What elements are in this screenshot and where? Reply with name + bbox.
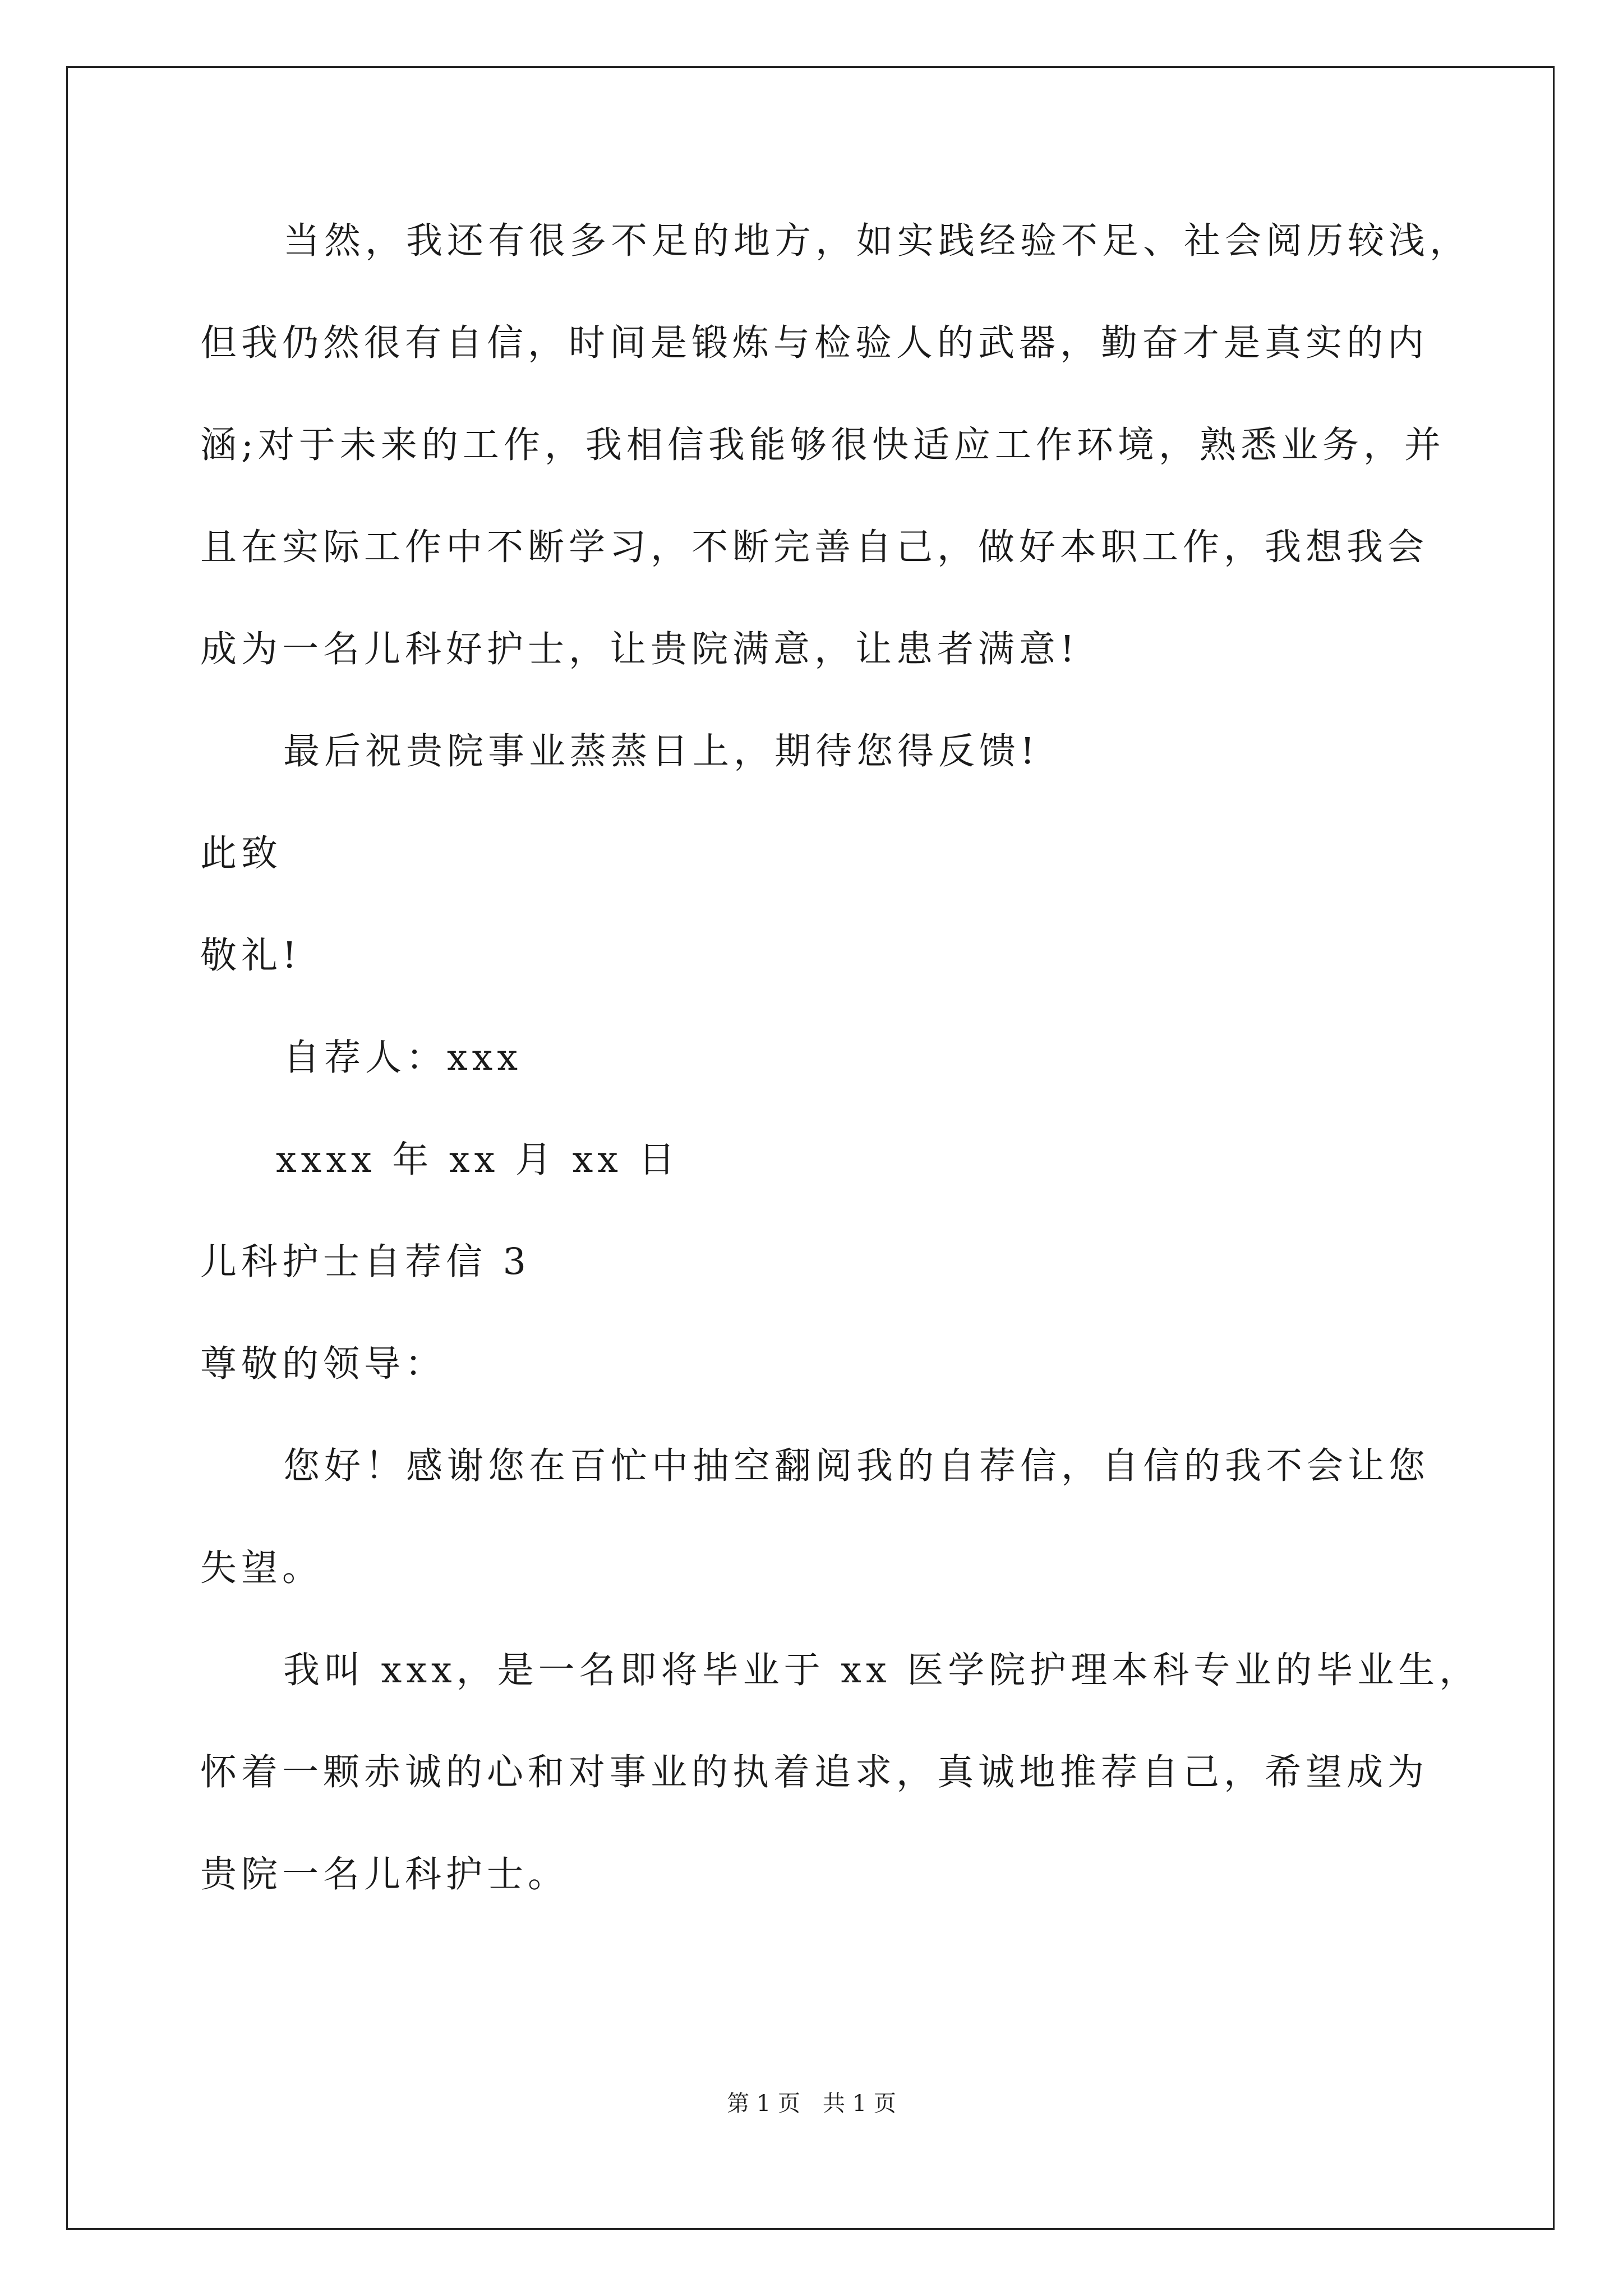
letter-3-line-1: 您好！感谢您在百忙中抽空翻阅我的自荐信，自信的我不会让您 (283, 1445, 1430, 1487)
signature-date: xxxx 年 xx 月 xx 日 (276, 1139, 680, 1181)
letter-3-title: 儿科护士自荐信 3 (200, 1241, 531, 1283)
closing-wish: 最后祝贵院事业蒸蒸日上，期待您得反馈! (283, 730, 1040, 772)
paragraph-line-3: 涵;对于未来的工作，我相信我能够很快适应工作环境，熟悉业务，并 (200, 424, 1445, 466)
letter-3-line-2: 失望。 (200, 1547, 324, 1589)
signature-name: 自荐人：xxx (283, 1037, 522, 1079)
page-number-footer: 第 1 页 共 1 页 (727, 2091, 896, 2116)
salutation-jingli: 敬礼! (200, 935, 302, 977)
paragraph-line-5: 成为一名儿科好护士，让贵院满意，让患者满意! (200, 628, 1080, 670)
salutation-cizhi: 此致 (200, 832, 283, 875)
paragraph-line-2: 但我仍然很有自信，时间是锻炼与检验人的武器，勤奋才是真实的内 (200, 322, 1429, 364)
letter-3-line-5: 贵院一名儿科护士。 (200, 1853, 569, 1895)
paragraph-line-1: 当然，我还有很多不足的地方，如实践经验不足、社会阅历较浅， (283, 220, 1471, 262)
paragraph-line-4: 且在实际工作中不断学习，不断完善自己，做好本职工作，我想我会 (200, 526, 1429, 568)
letter-3-line-3: 我叫 xxx，是一名即将毕业于 xx 医学院护理本科专业的毕业生， (283, 1649, 1481, 1691)
letter-3-greeting: 尊敬的领导： (200, 1343, 446, 1385)
letter-3-line-4: 怀着一颗赤诚的心和对事业的执着追求，真诚地推荐自己，希望成为 (200, 1751, 1429, 1793)
